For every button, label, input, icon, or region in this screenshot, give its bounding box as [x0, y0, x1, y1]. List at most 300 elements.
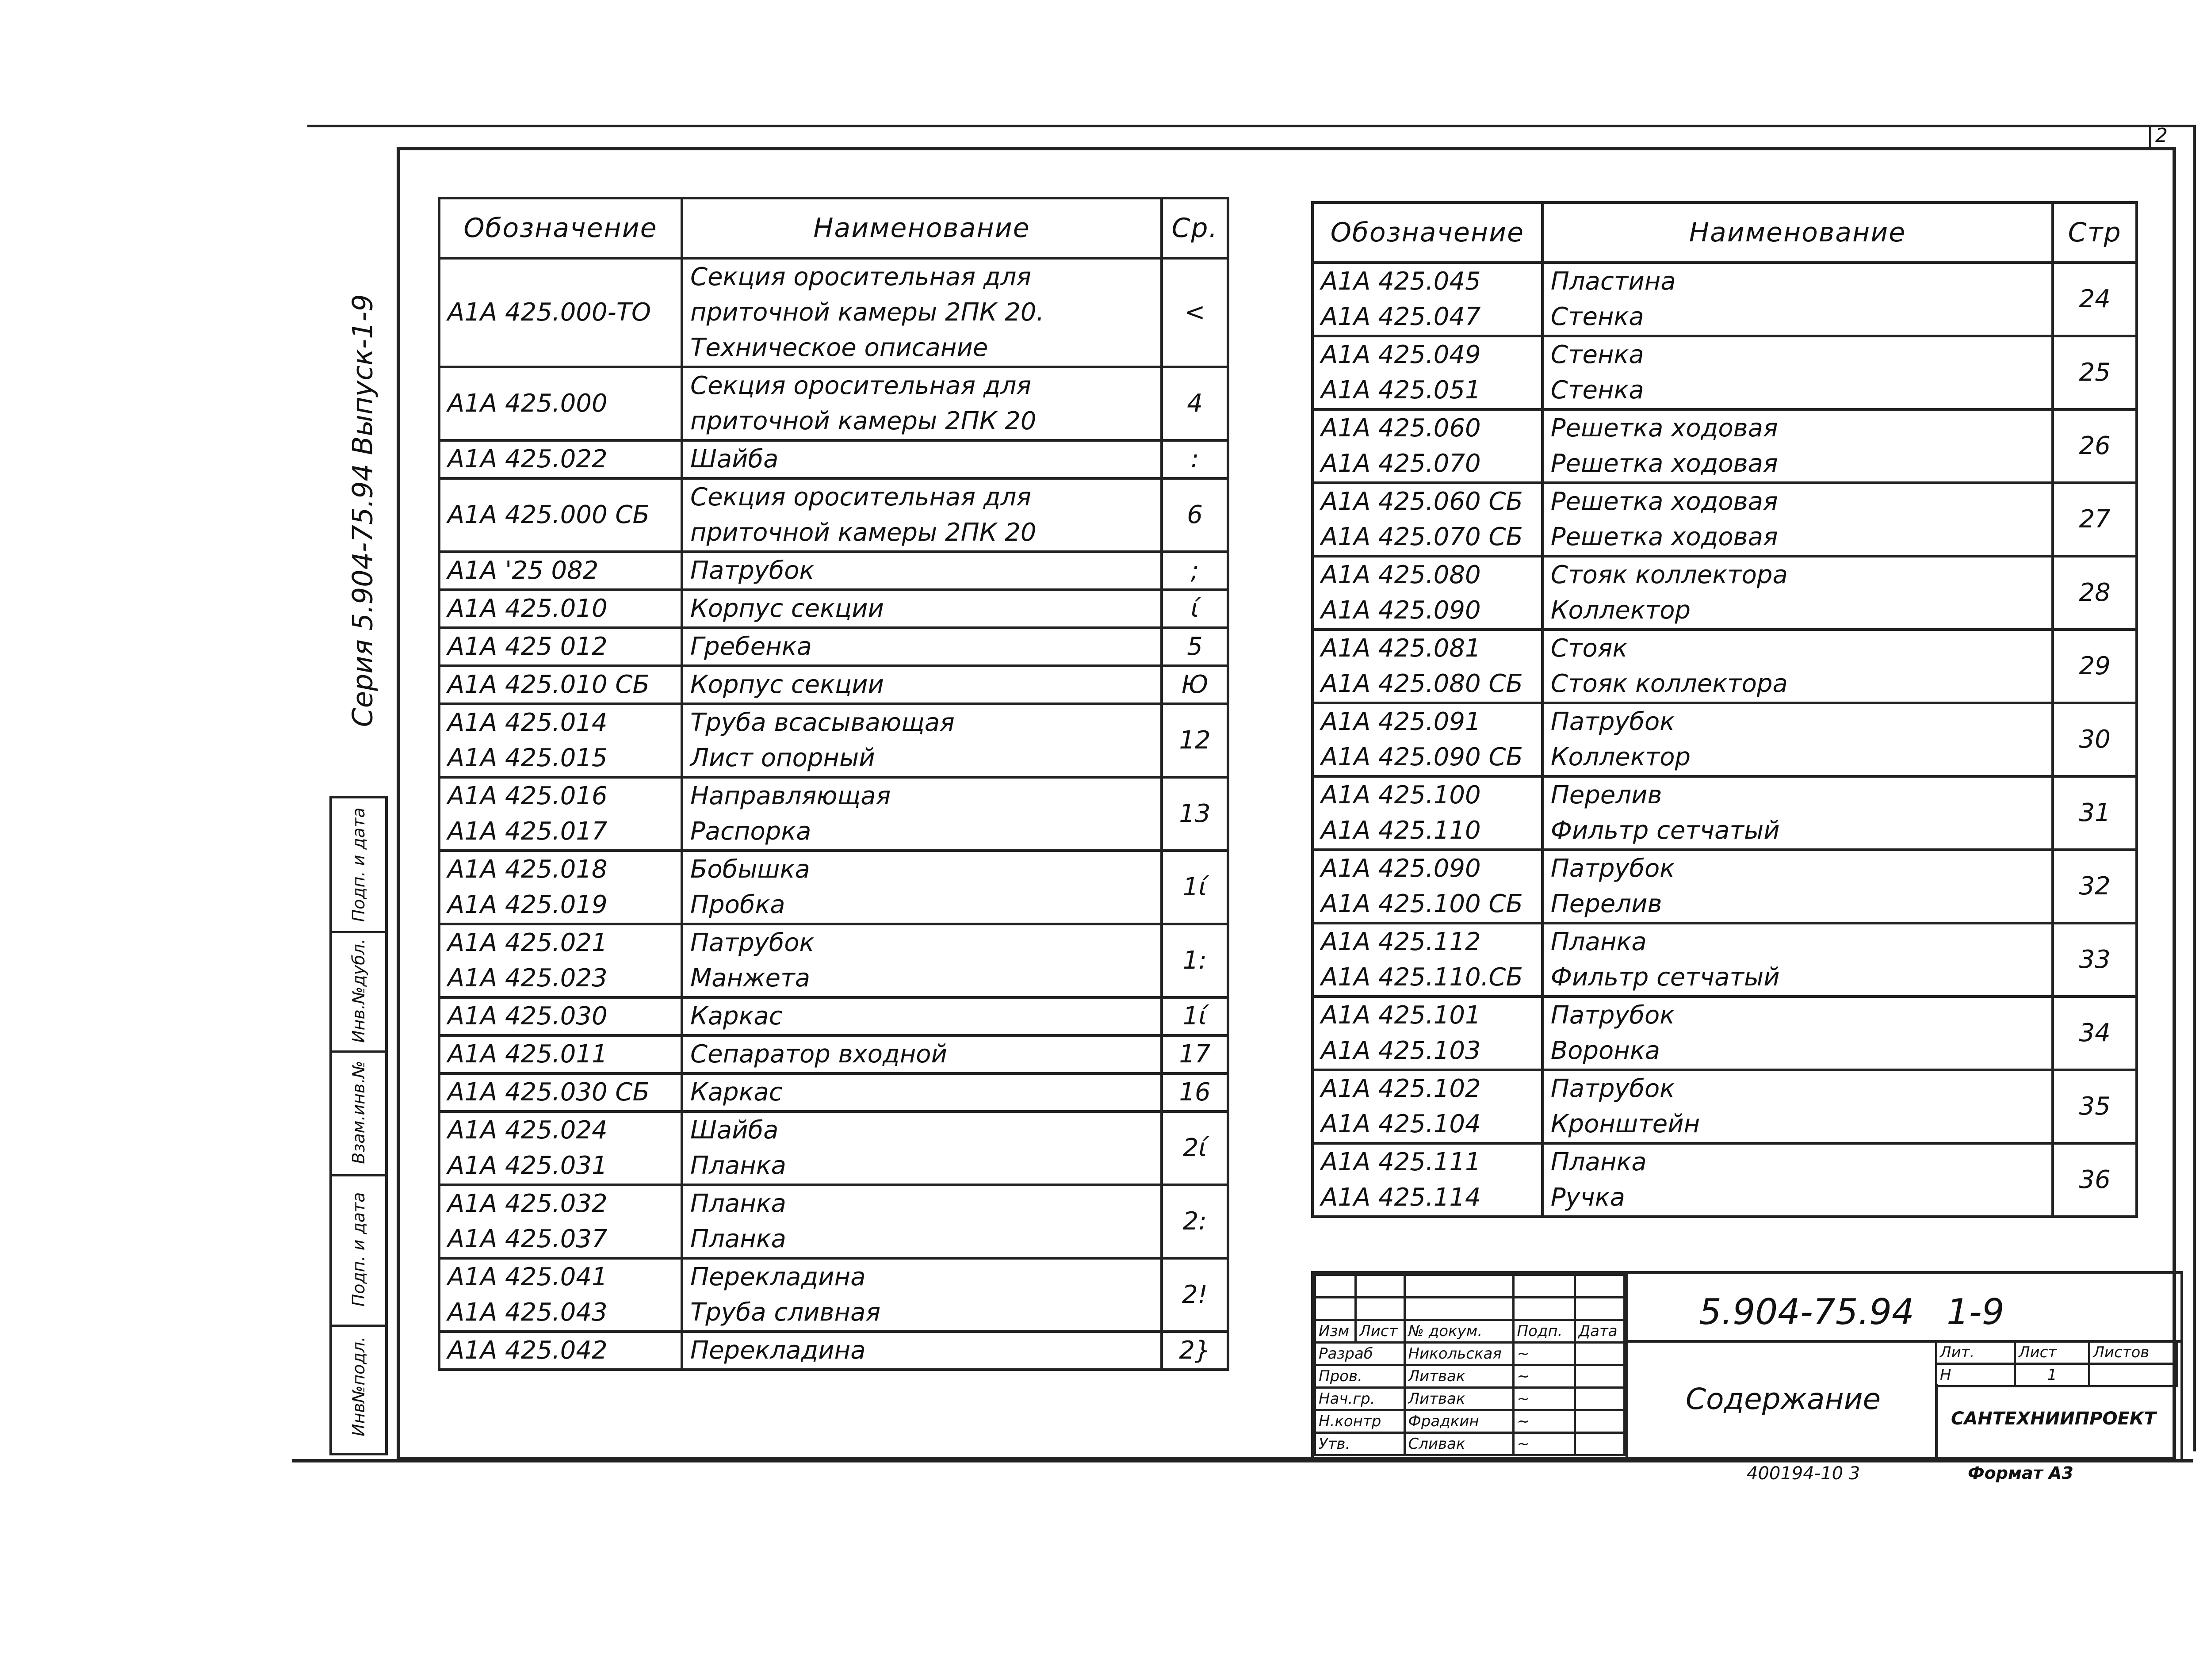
item-name-cell — [682, 440, 1162, 478]
item-page: 32 — [2053, 850, 2137, 923]
item-name: Коллектор — [1550, 743, 1691, 771]
item-code-cell — [439, 478, 682, 552]
stamp-label: Взам.инв.№ — [349, 1061, 368, 1164]
stamp-cell-5 — [332, 798, 385, 933]
item-page: 4 — [1162, 367, 1228, 440]
table-row — [1312, 336, 2137, 409]
item-name: Сепаратор входной — [690, 1040, 947, 1069]
item-name: Патрубок — [690, 556, 815, 585]
item-code-cell — [439, 367, 682, 440]
signature: ~ — [1513, 1410, 1575, 1433]
table-row — [1312, 263, 2137, 336]
sheet-number: 2 — [2149, 125, 2172, 147]
item-name-cell — [1542, 703, 2053, 776]
item-name-cell — [1542, 630, 2053, 703]
item-page: 29 — [2053, 630, 2137, 703]
item-code-cell — [1312, 997, 1542, 1070]
staff-role: Утв. — [1315, 1433, 1405, 1455]
staff-name: Фрадкин — [1404, 1410, 1513, 1433]
organization-box — [1935, 1384, 2180, 1457]
item-name-cell — [1542, 850, 2053, 923]
item-code-cell — [439, 1111, 682, 1185]
item-code: А1А 425.018 — [448, 855, 608, 884]
item-name-cell — [1542, 409, 2053, 483]
item-code: А1А 425.011 — [448, 1040, 608, 1069]
item-code-cell — [1312, 336, 1542, 409]
item-code-cell — [1312, 556, 1542, 630]
item-name: Труба сливная — [690, 1298, 881, 1327]
item-name-cell — [682, 1332, 1162, 1370]
item-code: А1А 425.043 — [448, 1298, 608, 1327]
item-code: А1А 425.030 СБ — [448, 1078, 650, 1107]
item-code: А1А 425.081 — [1321, 634, 1481, 663]
title-block-staff-grid — [1314, 1274, 1626, 1456]
item-page: : — [1162, 440, 1228, 478]
item-name-cell — [682, 1258, 1162, 1332]
item-name: Фильтр сетчатый — [1550, 963, 1780, 992]
item-name-cell — [682, 367, 1162, 440]
stage-header: Лист — [2015, 1341, 2089, 1364]
item-code-cell — [439, 1035, 682, 1073]
item-code: А1А 425.101 — [1321, 1001, 1481, 1030]
item-code: А1А 425.103 — [1321, 1036, 1481, 1065]
item-code: А1А 425.102 — [1321, 1074, 1481, 1103]
item-code: А1А 425.070 — [1321, 449, 1481, 478]
table-row — [439, 258, 1228, 367]
item-page: 30 — [2053, 703, 2137, 776]
staff-role: Пров. — [1315, 1365, 1405, 1388]
item-code: А1А 425.090 — [1321, 596, 1481, 625]
item-page: ί — [1162, 590, 1228, 628]
item-name: Решетка ходовая — [1550, 449, 1778, 478]
item-page: 2! — [1162, 1258, 1228, 1332]
item-name-cell — [682, 924, 1162, 997]
item-code: А1А 425.100 — [1321, 781, 1481, 809]
item-code: А1А 425.022 — [448, 445, 608, 473]
item-name: Стояк — [1550, 634, 1628, 663]
table-row — [439, 666, 1228, 704]
item-code: А1А 425.070 СБ — [1321, 523, 1523, 551]
item-name: Секция оросительная для — [690, 483, 1032, 512]
format-label: Формат А3 — [1968, 1463, 2073, 1483]
item-name: Планка — [690, 1151, 786, 1180]
item-name: Перелив — [1550, 781, 1662, 809]
item-code-cell — [1312, 776, 1542, 850]
table-row — [439, 590, 1228, 628]
col-header-code: Обозначение — [1312, 202, 1542, 263]
item-code: А1А 425.090 СБ — [1321, 743, 1523, 771]
item-code-cell — [439, 777, 682, 851]
item-name: Лист опорный — [690, 744, 875, 772]
item-code-cell — [439, 851, 682, 924]
item-code-cell — [439, 1185, 682, 1258]
stage-grid — [1935, 1340, 2178, 1387]
item-code: А1А 425.042 — [448, 1336, 608, 1365]
item-code: А1А '25 082 — [448, 556, 599, 585]
item-name: Решетка ходовая — [1550, 414, 1778, 443]
item-page: 35 — [2053, 1070, 2137, 1143]
item-name-cell — [682, 777, 1162, 851]
staff-role: Нач.гр. — [1315, 1388, 1405, 1410]
item-page: 27 — [2053, 483, 2137, 556]
table-row — [1312, 850, 2137, 923]
item-page: 36 — [2053, 1143, 2137, 1217]
item-name: Перекладина — [690, 1263, 866, 1291]
item-name: Решетка ходовая — [1550, 487, 1778, 516]
table-row — [1312, 776, 2137, 850]
table-row — [439, 777, 1228, 851]
item-name: Гребенка — [690, 632, 812, 661]
item-name: Пластина — [1550, 267, 1676, 296]
item-code-cell — [1312, 263, 1542, 336]
table-row — [1312, 483, 2137, 556]
item-page: ; — [1162, 552, 1228, 590]
designation-box — [1626, 1274, 2180, 1343]
item-name: Секция оросительная для — [690, 263, 1032, 291]
staff-row — [1315, 1388, 1625, 1410]
signature: ~ — [1513, 1365, 1575, 1388]
item-code: А1А 425.111 — [1321, 1148, 1481, 1176]
item-code: А1А 425.023 — [448, 964, 608, 993]
signature: ~ — [1513, 1433, 1575, 1455]
item-page: 2: — [1162, 1185, 1228, 1258]
table-row — [439, 851, 1228, 924]
table-row — [1312, 1070, 2137, 1143]
item-name-cell — [1542, 263, 2053, 336]
item-page: 2} — [1162, 1332, 1228, 1370]
item-name: Труба всасывающая — [690, 708, 955, 737]
item-name: приточной камеры 2ПК 20. — [690, 298, 1044, 327]
table-row — [439, 1332, 1228, 1370]
item-code: А1А 425.060 — [1321, 414, 1481, 443]
item-code-cell — [1312, 923, 1542, 997]
item-code: А1А 425.090 — [1321, 854, 1481, 883]
item-name: Планка — [690, 1225, 786, 1253]
staff-name: Литвак — [1404, 1365, 1513, 1388]
item-page: 26 — [2053, 409, 2137, 483]
stamp-label: Подп. и дата — [349, 807, 368, 922]
table-row — [439, 704, 1228, 777]
table-header-row — [439, 198, 1228, 258]
table-row — [439, 924, 1228, 997]
item-name-cell — [1542, 1143, 2053, 1217]
item-name: Ручка — [1550, 1183, 1625, 1212]
item-code: А1А 425.051 — [1321, 376, 1481, 405]
item-code: А1А 425.000 — [448, 389, 608, 418]
stamp-label: Инв№подл. — [349, 1336, 368, 1436]
item-name-cell — [682, 1111, 1162, 1185]
item-name-cell — [1542, 923, 2053, 997]
item-code-cell — [1312, 1143, 1542, 1217]
table-row — [439, 552, 1228, 590]
staff-row — [1315, 1433, 1625, 1455]
item-name: Перелив — [1550, 890, 1662, 918]
item-code: А1А 425.110.СБ — [1321, 963, 1523, 992]
staff-name: Литвак — [1404, 1388, 1513, 1410]
item-name: Стояк коллектора — [1550, 669, 1788, 698]
item-name: Техническое описание — [690, 333, 988, 362]
item-name: Стенка — [1550, 302, 1644, 331]
staff-row — [1315, 1343, 1625, 1365]
item-page: 1ί — [1162, 997, 1228, 1035]
stamp-strip — [329, 796, 388, 1455]
table-row — [439, 478, 1228, 552]
item-code: А1А 425.014 — [448, 708, 608, 737]
item-code-cell — [439, 1073, 682, 1111]
item-name: Бобышка — [690, 855, 810, 884]
item-name: Воронка — [1550, 1036, 1660, 1065]
staff-role: Разраб — [1315, 1343, 1405, 1365]
table-row — [1312, 997, 2137, 1070]
item-page: 12 — [1162, 704, 1228, 777]
item-page: 1: — [1162, 924, 1228, 997]
designation: 5.904-75.94 — [1699, 1291, 1914, 1333]
stamp-cell-3 — [332, 1050, 385, 1176]
stage-header: Лит. — [1936, 1341, 2015, 1364]
item-name: Планка — [1550, 1148, 1647, 1176]
item-page: 31 — [2053, 776, 2137, 850]
item-code: А1А 425.000-ТО — [448, 298, 651, 327]
item-code-cell — [439, 552, 682, 590]
item-name-cell — [682, 552, 1162, 590]
item-name-cell — [682, 258, 1162, 367]
item-name-cell — [682, 590, 1162, 628]
table-row — [1312, 703, 2137, 776]
table-row — [439, 1111, 1228, 1185]
item-page: 13 — [1162, 777, 1228, 851]
item-name-cell — [682, 478, 1162, 552]
col-date: Дата — [1575, 1320, 1624, 1343]
item-code: А1А 425.024 — [448, 1116, 608, 1145]
item-name: Пробка — [690, 890, 785, 919]
item-name: Фильтр сетчатый — [1550, 816, 1780, 845]
item-code: А1А 425.032 — [448, 1189, 608, 1218]
stage-headers — [1936, 1341, 2177, 1364]
stamp-label: Подп. и дата — [349, 1192, 368, 1307]
item-name: Перекладина — [690, 1336, 866, 1365]
item-name-cell — [1542, 997, 2053, 1070]
col-sign: Подп. — [1513, 1320, 1575, 1343]
col-header-page: Стр — [2053, 202, 2137, 263]
table-row — [439, 440, 1228, 478]
table-row — [1312, 556, 2137, 630]
item-page: 17 — [1162, 1035, 1228, 1073]
item-code: А1А 425.060 СБ — [1321, 487, 1523, 516]
item-code-cell — [439, 997, 682, 1035]
doc-title: Содержание — [1686, 1382, 1881, 1416]
item-name: приточной камеры 2ПК 20 — [690, 407, 1037, 435]
item-name: Патрубок — [1550, 707, 1675, 736]
item-name: Патрубок — [1550, 854, 1675, 883]
title-block — [1311, 1271, 2183, 1462]
item-name: Направляющая — [690, 782, 891, 810]
item-page: < — [1162, 258, 1228, 367]
item-name: Манжета — [690, 964, 811, 993]
item-code: А1А 425.047 — [1321, 302, 1481, 331]
item-code-cell — [439, 1258, 682, 1332]
table-row — [439, 367, 1228, 440]
stage-header: Листов — [2089, 1341, 2177, 1364]
item-code-cell — [439, 440, 682, 478]
item-code: А1А 425.017 — [448, 817, 608, 846]
title-block-col-headers — [1315, 1320, 1625, 1343]
item-name-cell — [682, 851, 1162, 924]
table-row — [439, 628, 1228, 666]
item-code: А1А 425.031 — [448, 1151, 608, 1180]
item-code: А1А 425.000 СБ — [448, 500, 650, 529]
item-code: А1А 425.100 СБ — [1321, 890, 1523, 918]
col-izm: Изм — [1315, 1320, 1356, 1343]
item-page: 28 — [2053, 556, 2137, 630]
item-name: Стояк коллектора — [1550, 561, 1788, 589]
item-code: А1А 425.114 — [1321, 1183, 1481, 1212]
side-title — [327, 256, 398, 765]
item-code-cell — [439, 924, 682, 997]
issue-number: 1-9 — [1947, 1291, 2004, 1333]
item-name-cell — [682, 1073, 1162, 1111]
item-code: А1А 425.010 СБ — [448, 670, 650, 699]
staff-role: Н.контр — [1315, 1410, 1405, 1433]
item-page: 6 — [1162, 478, 1228, 552]
staff-name: Сливак — [1404, 1433, 1513, 1455]
item-name: Коллектор — [1550, 596, 1691, 625]
item-code: А1А 425.110 — [1321, 816, 1481, 845]
staff-row — [1315, 1365, 1625, 1388]
signature: ~ — [1513, 1343, 1575, 1365]
item-name: Каркас — [690, 1002, 783, 1031]
item-name: Стенка — [1550, 376, 1644, 405]
item-name: Стенка — [1550, 340, 1644, 369]
item-page: 25 — [2053, 336, 2137, 409]
item-code-cell — [439, 590, 682, 628]
item-code: А1А 425.104 — [1321, 1110, 1481, 1138]
item-code: А1А 425.016 — [448, 782, 608, 810]
item-name-cell — [1542, 556, 2053, 630]
item-name: Кронштейн — [1550, 1110, 1700, 1138]
item-name: приточной камеры 2ПК 20 — [690, 518, 1037, 547]
col-doc: № докум. — [1404, 1320, 1513, 1343]
item-name-cell — [682, 997, 1162, 1035]
item-name: Шайба — [690, 445, 779, 473]
table-row — [1312, 630, 2137, 703]
item-code: А1А 425.010 — [448, 594, 608, 623]
item-name: Решетка ходовая — [1550, 523, 1778, 551]
signature: ~ — [1513, 1388, 1575, 1410]
item-code: А1А 425.080 — [1321, 561, 1481, 589]
left-contents-table — [438, 197, 1229, 1371]
item-code: А1А 425.041 — [448, 1263, 608, 1291]
staff-row — [1315, 1410, 1625, 1433]
stamp-label: Инв.№дубл. — [349, 939, 368, 1043]
item-name: Секция оросительная для — [690, 371, 1032, 400]
item-code: А1А 425.030 — [448, 1002, 608, 1031]
stage-values — [1936, 1364, 2177, 1386]
item-code-cell — [1312, 703, 1542, 776]
item-name: Шайба — [690, 1116, 779, 1145]
item-name-cell — [682, 1185, 1162, 1258]
stamp-cell-4 — [332, 931, 385, 1053]
table-row — [439, 1185, 1228, 1258]
item-code-cell — [1312, 409, 1542, 483]
item-name: Распорка — [690, 817, 811, 846]
item-page: 5 — [1162, 628, 1228, 666]
doc-title-box — [1626, 1340, 1938, 1457]
col-header-code: Обозначение — [439, 198, 682, 258]
footer-number: 400194-10 3 — [1747, 1463, 1860, 1484]
item-page: 33 — [2053, 923, 2137, 997]
item-code: А1А 425 012 — [448, 632, 608, 661]
item-code: А1А 425.021 — [448, 928, 608, 957]
item-code-cell — [439, 1332, 682, 1370]
item-name: Планка — [690, 1189, 786, 1218]
item-name-cell — [682, 628, 1162, 666]
item-code-cell — [1312, 483, 1542, 556]
item-name: Патрубок — [690, 928, 815, 957]
stamp-cell-1 — [332, 1325, 385, 1448]
item-code: А1А 425.091 — [1321, 707, 1481, 736]
item-code-cell — [439, 666, 682, 704]
side-title-text: Серия 5.904-75.94 Выпуск-1-9 — [346, 294, 379, 727]
stage-value: Н — [1936, 1364, 2015, 1386]
item-code-cell — [439, 628, 682, 666]
item-code: А1А 425.015 — [448, 744, 608, 772]
table-row — [1312, 923, 2137, 997]
item-code: А1А 425.037 — [448, 1225, 608, 1253]
item-name-cell — [1542, 336, 2053, 409]
stage-value — [2089, 1364, 2177, 1386]
item-code: А1А 425.049 — [1321, 340, 1481, 369]
table-row — [439, 1035, 1228, 1073]
stage-value: 1 — [2015, 1364, 2089, 1386]
table-row — [439, 1073, 1228, 1111]
col-header-name: Наименование — [682, 198, 1162, 258]
item-code: А1А 425.112 — [1321, 928, 1481, 956]
item-code-cell — [1312, 1070, 1542, 1143]
stamp-cell-2 — [332, 1174, 385, 1327]
item-page: 2ί — [1162, 1111, 1228, 1185]
col-header-name: Наименование — [1542, 202, 2053, 263]
item-code-cell — [1312, 850, 1542, 923]
item-page: Ю — [1162, 666, 1228, 704]
col-header-page: Ср. — [1162, 198, 1228, 258]
item-page: 24 — [2053, 263, 2137, 336]
table-row — [1312, 409, 2137, 483]
item-name: Корпус секции — [690, 670, 884, 699]
item-code: А1А 425.045 — [1321, 267, 1481, 296]
right-contents-table — [1311, 201, 2138, 1218]
item-name-cell — [1542, 776, 2053, 850]
item-code-cell — [439, 258, 682, 367]
table-row — [1312, 1143, 2137, 1217]
col-list: Лист — [1356, 1320, 1404, 1343]
item-page: 16 — [1162, 1073, 1228, 1111]
item-name: Патрубок — [1550, 1074, 1675, 1103]
table-row — [439, 997, 1228, 1035]
item-code: А1А 425.080 СБ — [1321, 669, 1523, 698]
item-name-cell — [682, 666, 1162, 704]
item-name: Корпус секции — [690, 594, 884, 623]
item-name-cell — [682, 704, 1162, 777]
item-name: Патрубок — [1550, 1001, 1675, 1030]
item-page: 1ί — [1162, 851, 1228, 924]
organization: САНТЕХНИИПРОЕКТ — [1951, 1409, 2156, 1429]
item-code-cell — [1312, 630, 1542, 703]
item-code: А1А 425.019 — [448, 890, 608, 919]
table-row — [439, 1258, 1228, 1332]
item-name-cell — [1542, 1070, 2053, 1143]
item-code-cell — [439, 704, 682, 777]
table-header-row — [1312, 202, 2137, 263]
